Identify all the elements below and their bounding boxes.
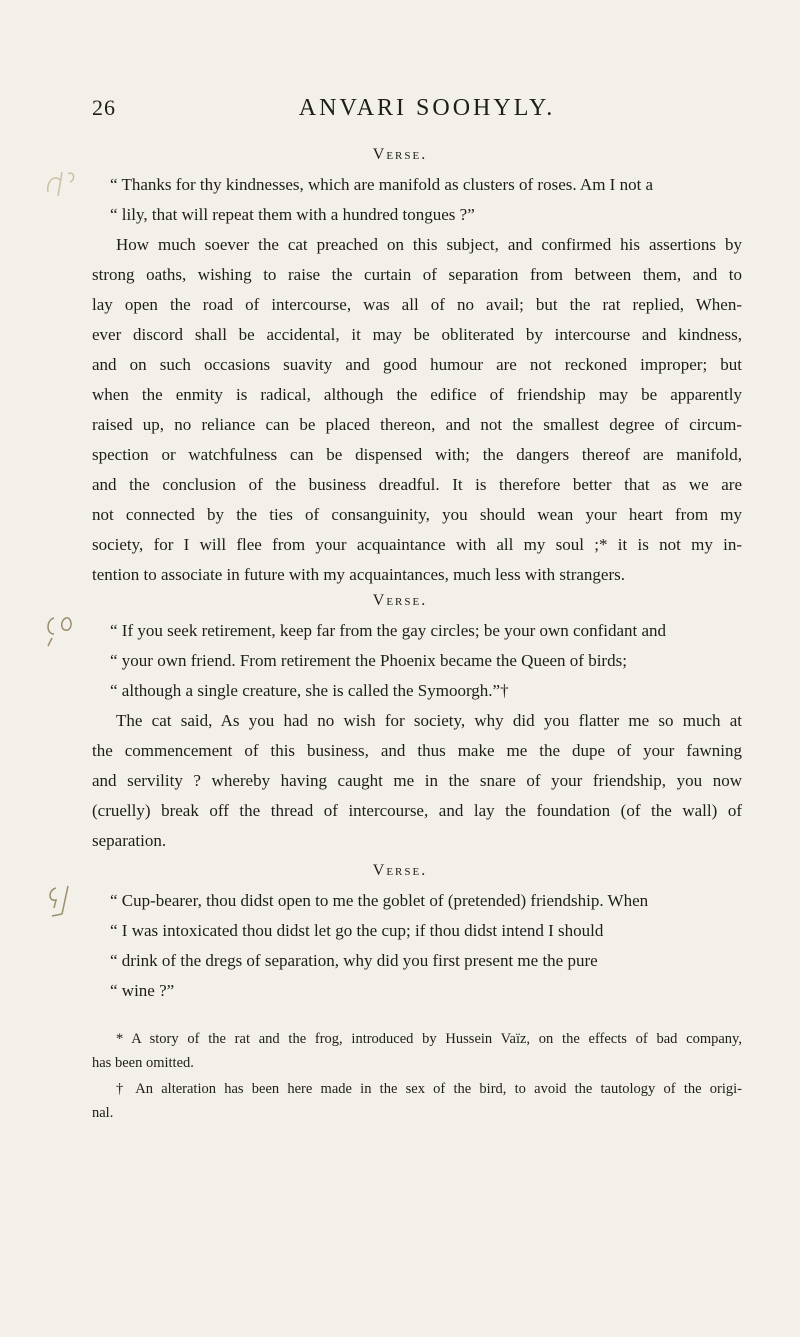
prose-paragraph-2 [92, 706, 742, 856]
prose-line: raised up, no reliance can be placed thereon, and not the smallest degree of circum- [92, 415, 742, 434]
verse-3-line: “ wine ?” [110, 981, 175, 1000]
margin-pencil-mark-icon [40, 162, 88, 202]
footnote-2 [92, 1077, 742, 1125]
verse-2-line: “ although a single creature, she is called the Symoorgh.”† [110, 681, 509, 700]
footnote-line: has been omitted. [92, 1055, 194, 1071]
prose-line: and the conclusion of the business dreadful. It is therefore better that as we are [92, 475, 742, 494]
prose-line: strong oaths, wishing to raise the curtain of separation from between them, and to [92, 265, 742, 284]
prose-line: How much soever the cat preached on this subject, and confirmed his assertions by [116, 235, 742, 254]
prose-line: not connected by the ties of consanguinity, you should wean your heart from my [92, 505, 742, 524]
running-title: ANVARI SOOHYLY. [298, 95, 556, 121]
verse-2-line: “ If you seek retirement, keep far from the gay circles; be your own confidant and [110, 621, 667, 640]
prose-line: ever discord shall be accidental, it may be obliterated by intercourse and kindness, [92, 325, 742, 344]
margin-pencil-mark-icon [40, 878, 88, 918]
verse-2-line: “ your own friend. From retirement the Phoenix became the Queen of birds; [110, 651, 627, 670]
verse-heading-1: Verse. [372, 146, 428, 163]
prose-line: separation. [92, 831, 167, 850]
margin-pencil-mark-icon [40, 608, 88, 648]
verse-1-line: “ Thanks for thy kindnesses, which are manifold as clusters of roses. Am I not a [110, 175, 654, 194]
verse-heading-2: Verse. [372, 592, 428, 609]
footnote-line: nal. [92, 1105, 114, 1121]
prose-line: lay open the road of intercourse, was all of no avail; but the rat replied, When- [92, 295, 742, 314]
prose-line: tention to associate in future with my acquaintances, much less with strangers. [92, 565, 626, 584]
verse-1-line: “ lily, that will repeat them with a hundred tongues ?” [110, 205, 475, 224]
footnote-1 [92, 1027, 742, 1075]
prose-line: spection or watchfulness can be dispensed with; the dangers thereof are manifold, [92, 445, 742, 464]
prose-paragraph-1 [92, 230, 742, 590]
footnote-line: † An alteration has been here made in the sex of the bird, to avoid the tautology of the origi- [116, 1081, 742, 1097]
verse-heading-3: Verse. [372, 862, 428, 879]
prose-line: The cat said, As you had no wish for society, why did you flatter me so much at [116, 711, 742, 730]
page-number: 26 [92, 95, 116, 120]
verse-3-line: “ I was intoxicated thou didst let go the cup; if thou didst intend I should [110, 921, 604, 940]
prose-line: (cruelly) break off the thread of intercourse, and lay the foundation (of the wall) of [92, 801, 742, 820]
page-header [92, 95, 732, 129]
prose-line: when the enmity is radical, although the edifice of friendship may be apparently [92, 385, 742, 404]
prose-line: the commencement of this business, and thus make me the dupe of your fawning [92, 741, 742, 760]
prose-line: and on such occasions suavity and good humour are not reckoned improper; but [92, 355, 742, 374]
footnote-line: * A story of the rat and the frog, introduced by Hussein Vaïz, on the effects of bad company, [116, 1031, 742, 1047]
verse-3-line: “ Cup-bearer, thou didst open to me the goblet of (pretended) friendship. When [110, 891, 649, 910]
prose-line: society, for I will flee from your acquaintance with all my soul ;* it is not my in- [92, 535, 742, 554]
prose-line: and servility ? whereby having caught me in the snare of your friendship, you now [92, 771, 742, 790]
verse-3-line: “ drink of the dregs of separation, why did you first present me the pure [110, 951, 598, 970]
